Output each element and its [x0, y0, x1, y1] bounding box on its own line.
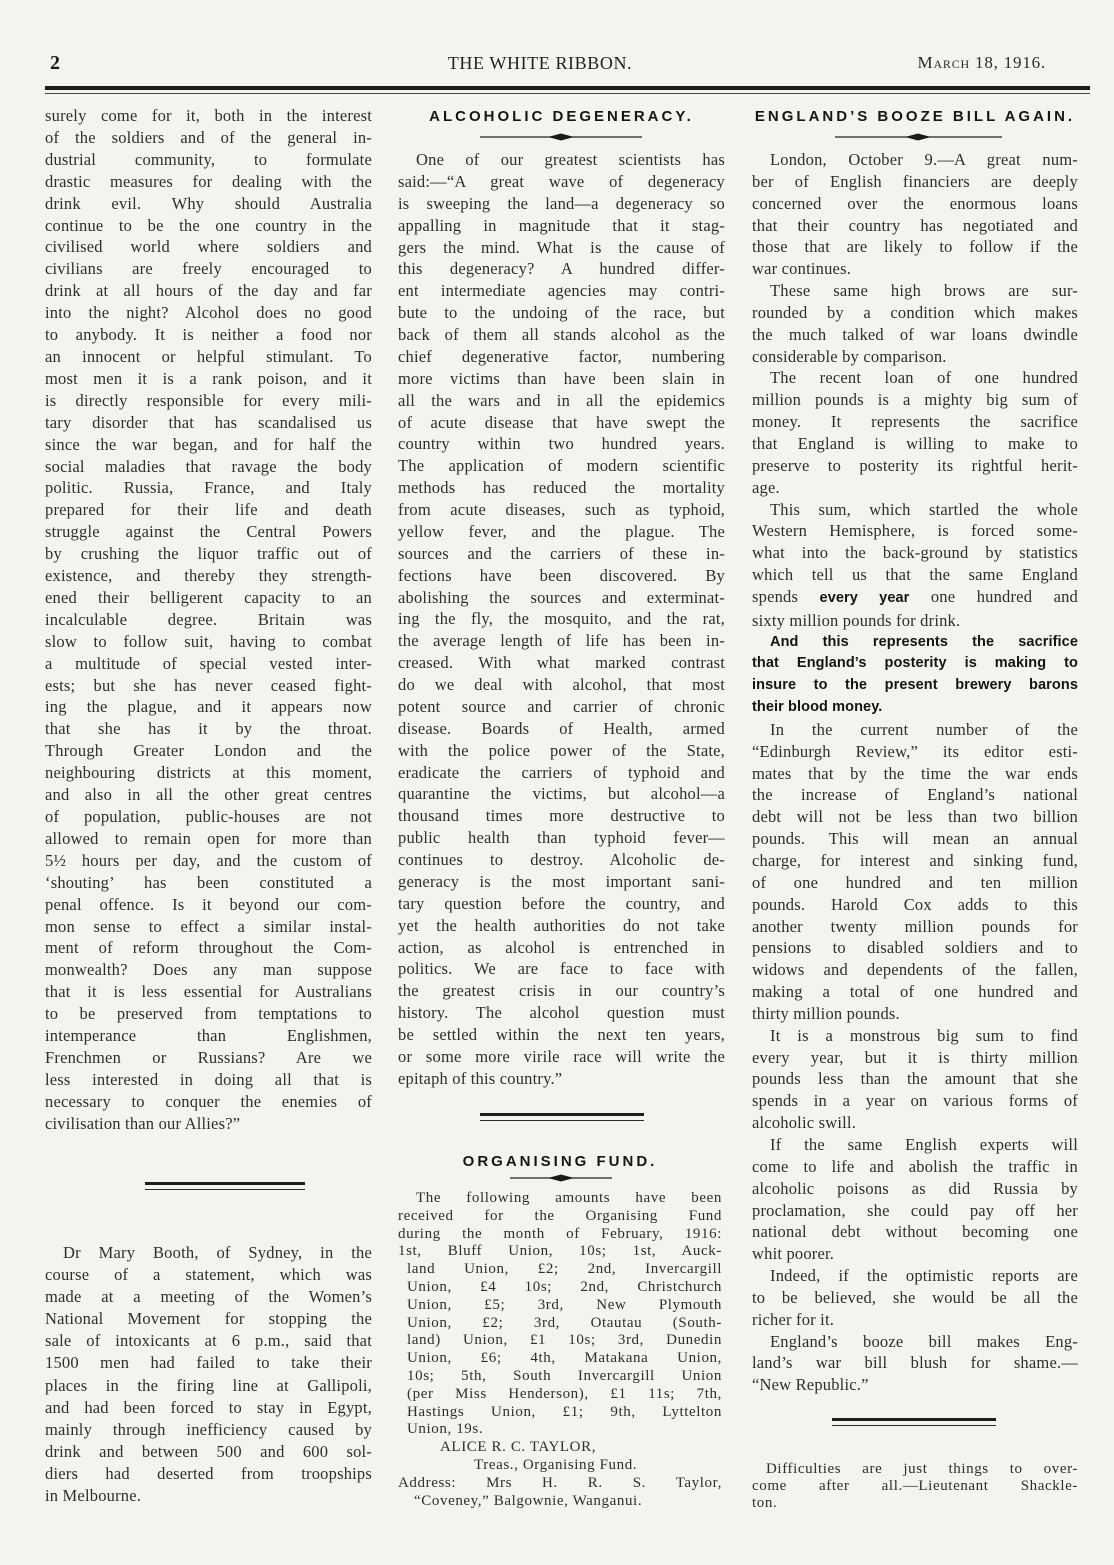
paragraph — [45, 105, 372, 1135]
text-line: civilised world where soldiers and — [45, 237, 372, 257]
text-line: to be preserved from temptations to — [45, 1004, 372, 1024]
text-line: intemperance than Englishmen, — [45, 1026, 372, 1046]
paragraph — [752, 1461, 1078, 1513]
text-line: One of our greatest scientists has — [416, 150, 725, 169]
text-line: widows and dependents of the fallen, — [752, 960, 1078, 980]
text-line: Union, £5; 3rd, New Plymouth — [407, 1296, 722, 1313]
article-headline: ALCOHOLIC DEGENERACY. — [429, 108, 694, 125]
text-line: abolishing the sources and exterminat- — [398, 587, 725, 607]
text-line: These same high brows are sur- — [770, 281, 1078, 301]
text-line: do we deal with alcohol, that most — [398, 675, 725, 694]
text-line: tary question before the country, and — [398, 893, 725, 913]
paragraph — [752, 1331, 1078, 1397]
text-line: Frenchmen or Russians? Are we — [45, 1047, 372, 1067]
text-line: politic. Russia, France, and Italy — [45, 478, 372, 498]
paragraph — [752, 499, 1078, 632]
text-line: all the wars and in all the epidemics — [398, 390, 725, 410]
article-body — [752, 149, 1078, 1396]
text-line: come after all.—Lieutenant Shackle- — [752, 1478, 1078, 1495]
text-line: proclamation, she could pay off her — [752, 1200, 1078, 1220]
text-line: National Movement for stopping the — [45, 1309, 372, 1329]
text-line: million pounds is a mighty big sum of — [752, 390, 1078, 410]
text-line: methods has reduced the mortality — [398, 478, 725, 498]
text-line: monwealth? Does any man suppose — [45, 960, 372, 980]
text-line: with the police power of the State, — [398, 740, 725, 760]
text-line: “New Republic.” — [752, 1375, 869, 1395]
text-line: every year, but it is thirty million — [752, 1047, 1078, 1067]
text-line: from acute diseases, such as typhoid, — [398, 500, 725, 519]
text-line: Dr Mary Booth, of Sydney, in the — [63, 1243, 372, 1262]
organising-fund-list — [398, 1190, 722, 1510]
text-line: ests; but she has never ceased fight- — [45, 675, 372, 695]
text-line: Hastings Union, £1; 9th, Lyttelton — [407, 1403, 722, 1420]
text-line: to be believed, she would be all the — [752, 1287, 1078, 1307]
double-rule-divider — [480, 1113, 644, 1121]
text-line: Indeed, if the optimistic reports are — [770, 1266, 1078, 1286]
emphasized-paragraph — [752, 632, 1078, 719]
text-line: age. — [752, 477, 780, 497]
text-line: their blood money. — [752, 699, 883, 716]
text-line: during the month of February, 1916: — [398, 1225, 722, 1242]
text-line: potent source and carrier of chronic — [398, 696, 725, 716]
text-line: “Edinburgh Review,” its editor esti- — [752, 741, 1078, 761]
text-line: into the night? Alcohol does no good — [45, 303, 372, 323]
text-line: or some more virile race will write the — [398, 1046, 725, 1066]
text-line: thirty million pounds. — [752, 1003, 900, 1023]
text-line: London, October 9.—A great num- — [770, 150, 1078, 169]
text-line: ing the fly, the mosquito, and the rat, — [398, 609, 725, 629]
paragraph — [752, 1025, 1078, 1134]
ornament-rule — [510, 1173, 612, 1183]
text-line: continues to destroy. Alcoholic de- — [398, 850, 725, 869]
text-line: of population, public-houses are not — [45, 807, 372, 826]
text-line: rounded by a condition which makes — [752, 302, 1078, 322]
paragraph — [752, 1134, 1078, 1265]
text-line: that their country has negotiated and — [752, 215, 1078, 235]
text-line: a multitude of special vested inter- — [45, 653, 372, 673]
text-line: places in the firing line at Gallipoli, — [45, 1375, 372, 1395]
text-line: This sum, which startled the whole — [770, 499, 1078, 519]
text-line: said:—“A great wave of degeneracy — [398, 171, 725, 191]
page-number: 2 — [50, 52, 60, 74]
text-line: If the same English experts will — [770, 1134, 1078, 1154]
text-line: spends in a year on various forms of — [752, 1091, 1078, 1111]
double-rule-divider — [145, 1182, 305, 1190]
text-line: The application of modern scientific — [398, 456, 725, 476]
signatory-name: ALICE R. C. TAYLOR, — [440, 1439, 597, 1456]
text-line: drink at all hours of the day and far — [45, 281, 372, 301]
text-line: slow to follow suit, having to combat — [45, 631, 372, 651]
text-line: penal offence. Is it beyond our com- — [45, 894, 372, 914]
postal-address — [398, 1475, 722, 1511]
text-line: less interested in doing all that is — [45, 1069, 372, 1089]
text-line: that she has it by the throat. — [45, 719, 372, 739]
text-line: continue to be the one country in the — [45, 215, 372, 235]
text-line: insure to the present brewery barons — [752, 677, 1078, 694]
text-line: public health than typhoid fever— — [398, 828, 725, 848]
text-line: Western Hemisphere, is forced some- — [752, 521, 1078, 541]
text-line: mates that by the time the war ends — [752, 763, 1078, 783]
issue-date: March 18, 1916. — [917, 53, 1046, 72]
text-line: “Coveney,” Balgownie, Wanganui. — [414, 1492, 643, 1509]
mary-booth-item — [45, 1242, 372, 1507]
paragraph — [752, 719, 1078, 1025]
text-line: creased. With what marked contrast — [398, 653, 725, 673]
text-line: quarantine the victims, but alcohol—a — [398, 784, 725, 804]
text-line: drink evil. Why should Australia — [45, 193, 372, 213]
text-line: England’s booze bill makes Eng- — [770, 1331, 1078, 1351]
text-line: come to life and abolish the traffic in — [752, 1156, 1078, 1176]
text-line: The recent loan of one hundred — [770, 368, 1078, 388]
text-line: drink and between 500 and 600 sol- — [45, 1441, 372, 1461]
text-line: is sweeping the land—a degeneracy so — [398, 193, 725, 213]
text-line: alcoholic poisons as did Russia by — [752, 1178, 1078, 1198]
text-line: country within two hundred years. — [398, 434, 725, 454]
text-line: prepared for their life and death — [45, 500, 372, 520]
text-line: of acute disease that have swept the — [398, 412, 725, 432]
text-line: neighbouring districts at this moment, — [45, 763, 372, 783]
text-line: ing the plague, and it appears now — [45, 697, 372, 717]
text-line: allowed to remain open for more than — [45, 828, 372, 848]
text-line: sixty million pounds for drink. — [752, 610, 961, 630]
text-line: pounds less than the amount that she — [752, 1069, 1078, 1089]
text-line: is directly responsible for every mili- — [45, 390, 372, 410]
text-line: making a total of one hundred and — [752, 982, 1078, 1002]
text-line: The following amounts have been — [416, 1190, 722, 1206]
paragraph — [752, 367, 1078, 498]
text-line: to anybody. It is neither a food nor — [45, 325, 372, 345]
text-run: one hundred and — [909, 586, 1079, 606]
text-line: since the war began, and for half the — [45, 434, 372, 454]
text-line: concerned over the enormous loans — [752, 193, 1078, 213]
text-line: of the soldiers and of the general in- — [45, 127, 372, 147]
text-line: the much talked of war loans dwindle — [752, 324, 1078, 344]
text-line: made at a meeting of the Women’s — [45, 1287, 372, 1307]
text-line: in Melbourne. — [45, 1486, 142, 1506]
text-line: alcoholic swill. — [752, 1113, 857, 1133]
text-line: the average length of life has been in- — [398, 631, 725, 651]
text-line: pounds. This will mean an annual — [752, 829, 1078, 849]
text-line: gers the mind. What is the cause of — [398, 237, 725, 257]
text-line: Union, 19s. — [407, 1421, 484, 1438]
text-line: civilians are freely encouraged to — [45, 259, 372, 279]
text-line: of one hundred and ten million — [752, 872, 1078, 892]
ornament-rule — [480, 132, 642, 142]
text-line: considerable by comparison. — [752, 346, 947, 366]
text-line: disease. Boards of Health, armed — [398, 718, 725, 738]
text-line: ened their belligerent capacity to an — [45, 587, 372, 607]
text-line: Union, £6; 4th, Matakana Union, — [407, 1350, 722, 1367]
paragraph — [45, 1242, 372, 1507]
paragraph — [752, 149, 1078, 280]
text-line: diers had deserted from troopships — [45, 1463, 372, 1483]
article-headline: ORGANISING FUND. — [462, 1153, 658, 1170]
text-line: those that are likely to follow if the — [752, 237, 1078, 257]
text-line: be settled within the next ten years, — [398, 1025, 725, 1044]
text-line: Difficulties are just things to over- — [766, 1461, 1078, 1477]
text-run: spends — [752, 586, 820, 606]
text-line: richer for it. — [752, 1309, 835, 1329]
text-line: existence, and thereby they strength- — [45, 566, 372, 586]
text-line: ment of reform throughout the Com- — [45, 938, 372, 958]
text-line: and had been forced to stay in Egypt, — [45, 1397, 372, 1417]
text-line: necessary to conquer the enemies of — [45, 1091, 372, 1111]
text-line: ton. — [752, 1495, 778, 1512]
text-line: preserve to posterity its rightful herit- — [752, 455, 1078, 475]
text-line: course of a statement, which was — [45, 1265, 372, 1285]
text-line: the increase of England’s national — [752, 785, 1078, 805]
text-line: land) Union, £1 10s; 3rd, Dunedin — [407, 1332, 722, 1349]
text-line: sources and the carriers of these in- — [398, 543, 725, 563]
text-line: war continues. — [752, 259, 852, 279]
text-line: appalling in magnitude that it stag- — [398, 215, 725, 235]
text-line — [752, 586, 1078, 610]
article-body — [398, 149, 725, 1090]
text-line: politics. We are face to face with — [398, 959, 725, 979]
text-line: that it is less essential for Australians — [45, 982, 372, 1002]
text-line: the greatest crisis in our country’s — [398, 981, 725, 1001]
text-line: mainly through inefficiency caused by — [45, 1419, 372, 1439]
masthead-title: THE WHITE RIBBON. — [447, 53, 633, 73]
text-line: dustrial community, to formulate — [45, 149, 372, 169]
text-line: ent intermediate agencies may contri- — [398, 281, 725, 301]
text-line: ‘shouting’ has been constituted a — [45, 872, 372, 892]
text-line: what into the back-ground by statistics — [752, 543, 1078, 563]
text-line: bute to the undoing of the race, but — [398, 303, 725, 323]
text-line: social maladies that ravage the body — [45, 456, 372, 476]
text-line: mon sense to effect a similar instal- — [45, 916, 372, 936]
text-line: eradicate the carriers of typhoid and — [398, 762, 725, 782]
text-line: surely come for it, both in the interest — [45, 106, 372, 125]
text-line: yet the health authorities do not take — [398, 915, 725, 935]
header-rule-thin — [45, 93, 1090, 94]
text-line: more victims than have been slain in — [398, 368, 725, 388]
text-line: debt will not be less than two billion — [752, 807, 1078, 827]
text-line: land Union, £2; 2nd, Invercargill — [407, 1261, 722, 1278]
article-headline: ENGLAND’S BOOZE BILL AGAIN. — [754, 108, 1076, 125]
text-line: an innocent or helpful stimulant. To — [45, 346, 372, 366]
text-line: And this represents the sacrifice — [770, 633, 1078, 650]
paragraph — [398, 149, 725, 1090]
paragraph — [752, 1265, 1078, 1331]
contribution-list — [398, 1243, 722, 1439]
text-line: pensions to disabled soldiers and to — [752, 938, 1078, 958]
text-line: chief degenerative factor, numbering — [398, 346, 725, 366]
text-line: thousand times more destructive to — [398, 806, 725, 826]
text-line: whit poorer. — [752, 1244, 835, 1264]
text-line: national debt without becoming one — [752, 1222, 1078, 1242]
double-rule-divider — [832, 1418, 996, 1426]
text-line: Through Greater London and the — [45, 741, 372, 761]
text-line: land’s war bill blush for shame.— — [752, 1353, 1078, 1373]
signatory-title: Treas., Organising Fund. — [474, 1456, 638, 1473]
paragraph — [752, 280, 1078, 367]
continued-article — [45, 105, 372, 1135]
text-line: 1st, Bluff Union, 10s; 1st, Auck- — [398, 1243, 722, 1260]
text-line: that England is willing to make to — [752, 433, 1078, 453]
text-line: yellow fever, and the plague. The — [398, 521, 725, 541]
text-line: pounds. Harold Cox adds to this — [752, 894, 1078, 914]
header-rule — [45, 86, 1090, 90]
text-line: In the current number of the — [770, 719, 1078, 739]
shackleton-quote — [752, 1461, 1078, 1513]
text-line: (per Miss Henderson), £1 11s; 7th, — [407, 1385, 722, 1402]
text-line: Union, £4 10s; 2nd, Christchurch — [407, 1278, 722, 1295]
text-line: received for the Organising Fund — [398, 1207, 722, 1224]
text-line: generacy is the most important sani- — [398, 871, 725, 891]
text-line: It is a monstrous big sum to find — [770, 1025, 1078, 1045]
text-line: 1500 men had failed to take their — [45, 1353, 372, 1373]
text-line: sale of intoxicants at 6 p.m., said that — [45, 1331, 372, 1351]
text-line: tary disorder that has scandalised us — [45, 412, 372, 432]
text-line: ber of English financiers are deeply — [752, 171, 1078, 191]
text-line: Address: Mrs H. R. S. Taylor, — [398, 1474, 722, 1491]
text-line: epitaph of this country.” — [398, 1068, 563, 1088]
text-line: struggle against the Central Powers — [45, 522, 372, 542]
text-line: and also in all the other great centres — [45, 785, 372, 805]
text-line: drastic measures for dealing with the — [45, 171, 372, 191]
ornament-rule — [835, 132, 1002, 142]
text-line: fections have been discovered. By — [398, 565, 725, 585]
text-line: money. It represents the sacrifice — [752, 412, 1078, 432]
text-line: civilisation than our Allies?” — [45, 1113, 241, 1133]
text-line: which tell us that the same England — [752, 565, 1078, 585]
emphasized-text: every year — [819, 589, 910, 606]
text-line: 5½ hours per day, and the custom of — [45, 850, 372, 870]
text-line: incalculable degree. Britain was — [45, 609, 372, 629]
text-line: that England’s posterity is making to — [752, 655, 1078, 672]
text-line: another twenty million pounds for — [752, 916, 1078, 936]
fund-intro — [398, 1190, 722, 1243]
text-line: history. The alcohol question must — [398, 1003, 725, 1023]
text-line: 10s; 5th, South Invercargill Union — [407, 1367, 722, 1384]
text-line: this degeneracy? A hundred differ- — [398, 259, 725, 279]
text-line: Union, £2; 3rd, Otautau (South- — [407, 1314, 722, 1331]
text-line: charge, for interest and sinking fund, — [752, 851, 1078, 870]
text-line: back of them all stands alcohol as the — [398, 325, 725, 344]
text-line: action, as alcohol is entrenched in — [398, 937, 725, 957]
text-line: by crushing the liquor traffic out of — [45, 544, 372, 564]
text-line: most men it is a rank poison, and it — [45, 368, 372, 388]
